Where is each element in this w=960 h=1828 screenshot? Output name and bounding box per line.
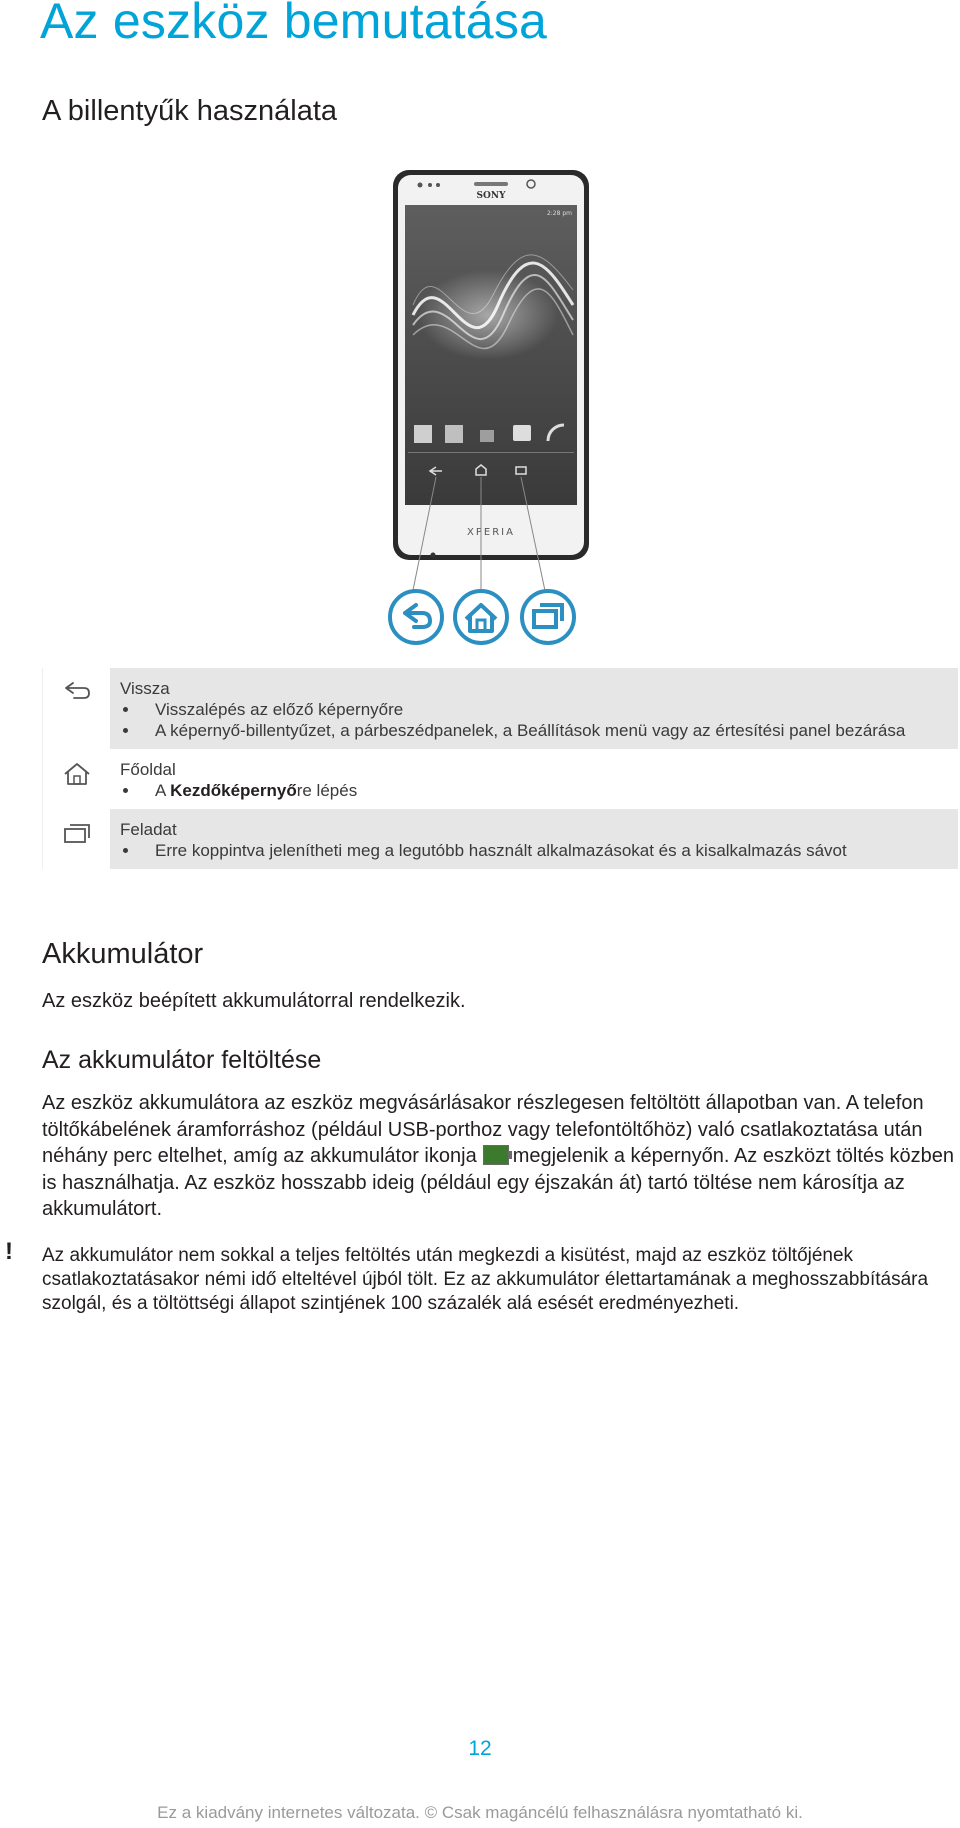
page-title: Az eszköz bemutatása bbox=[40, 0, 548, 49]
key-row-task bbox=[42, 809, 958, 869]
phone-model: XPERIA bbox=[467, 527, 515, 538]
task-icon bbox=[62, 821, 92, 845]
battery-intro: Az eszköz beépített akkumulátorral rendelkezik. bbox=[42, 990, 466, 1012]
keys-table bbox=[42, 668, 958, 869]
charging-title: Az akkumulátor feltöltése bbox=[42, 1046, 322, 1074]
key-name-back: Vissza bbox=[120, 679, 170, 698]
key-name-home: Főoldal bbox=[120, 760, 176, 779]
battery-title: Akkumulátor bbox=[42, 938, 204, 970]
home-icon bbox=[62, 761, 92, 787]
list-item: Erre koppintva jelenítheti meg a legutóbb használt alkalmazásokat és a kisalkalmazás sávot bbox=[120, 840, 948, 861]
dock-store-icon bbox=[445, 425, 463, 443]
section-title-keys: A billentyűk használata bbox=[42, 95, 338, 127]
list-item: A képernyő-billentyűzet, a párbeszédpanelek, a Beállítások menü vagy az értesítési panel bezárása bbox=[120, 720, 948, 741]
key-name-task: Feladat bbox=[120, 820, 177, 839]
note-warning-icon: ! bbox=[5, 1238, 13, 1265]
charging-text: Az eszköz akkumulátora az eszköz megvásárlásakor részlegesen feltöltött állapotban van. A telefon töltőkábelének áramforráshoz (például USB-porthoz vagy telefontöltőhöz) való csatlakoztatása után néhány perc eltelhet, amíg az akkumulátor ikonja megjelenik a képernyőn. Az eszközt töltés közben is használhatja. Az eszköz hosszabb ideig (például egy éjszakán át) tartó töltése nem károsítja az akkumulátort. bbox=[42, 1092, 955, 1220]
footer-notice: Ez a kiadvány internetes változata. © Csak magáncélú felhasználásra nyomtatható ki. bbox=[157, 1803, 803, 1822]
phone-illustration bbox=[388, 165, 618, 645]
home-key-callout-icon bbox=[455, 591, 507, 643]
list-item: A Kezdőképernyőre lépés bbox=[120, 780, 948, 801]
dock-messages-icon bbox=[513, 425, 531, 441]
dock-apps-icon bbox=[414, 425, 432, 443]
list-item: Visszalépés az előző képernyőre bbox=[120, 699, 948, 720]
back-key-callout-icon bbox=[390, 591, 442, 643]
status-time: 2:28 pm bbox=[546, 210, 572, 217]
phone-brand: SONY bbox=[476, 191, 506, 201]
key-row-back bbox=[42, 668, 958, 749]
key-row-home bbox=[42, 749, 958, 809]
back-arrow-icon bbox=[62, 680, 92, 704]
battery-note: Az akkumulátor nem sokkal a teljes feltöltés után megkezdi a kisütést, majd az eszköz töltőjének csatlakoztatásakor némi idő elteltével újból tölt. Ez az akkumulátor élettartamának a meghosszabbítására szolgál, és a töltöttségi állapot szintjének 100 százalék alá esését eredményezheti. bbox=[42, 1245, 929, 1314]
page-number: 12 bbox=[468, 1737, 492, 1760]
dock-grid-icon bbox=[480, 430, 494, 442]
task-key-callout-icon bbox=[522, 591, 574, 643]
battery-charging-icon bbox=[483, 1145, 509, 1165]
home-screen-term: Kezdőképernyő bbox=[170, 781, 297, 800]
